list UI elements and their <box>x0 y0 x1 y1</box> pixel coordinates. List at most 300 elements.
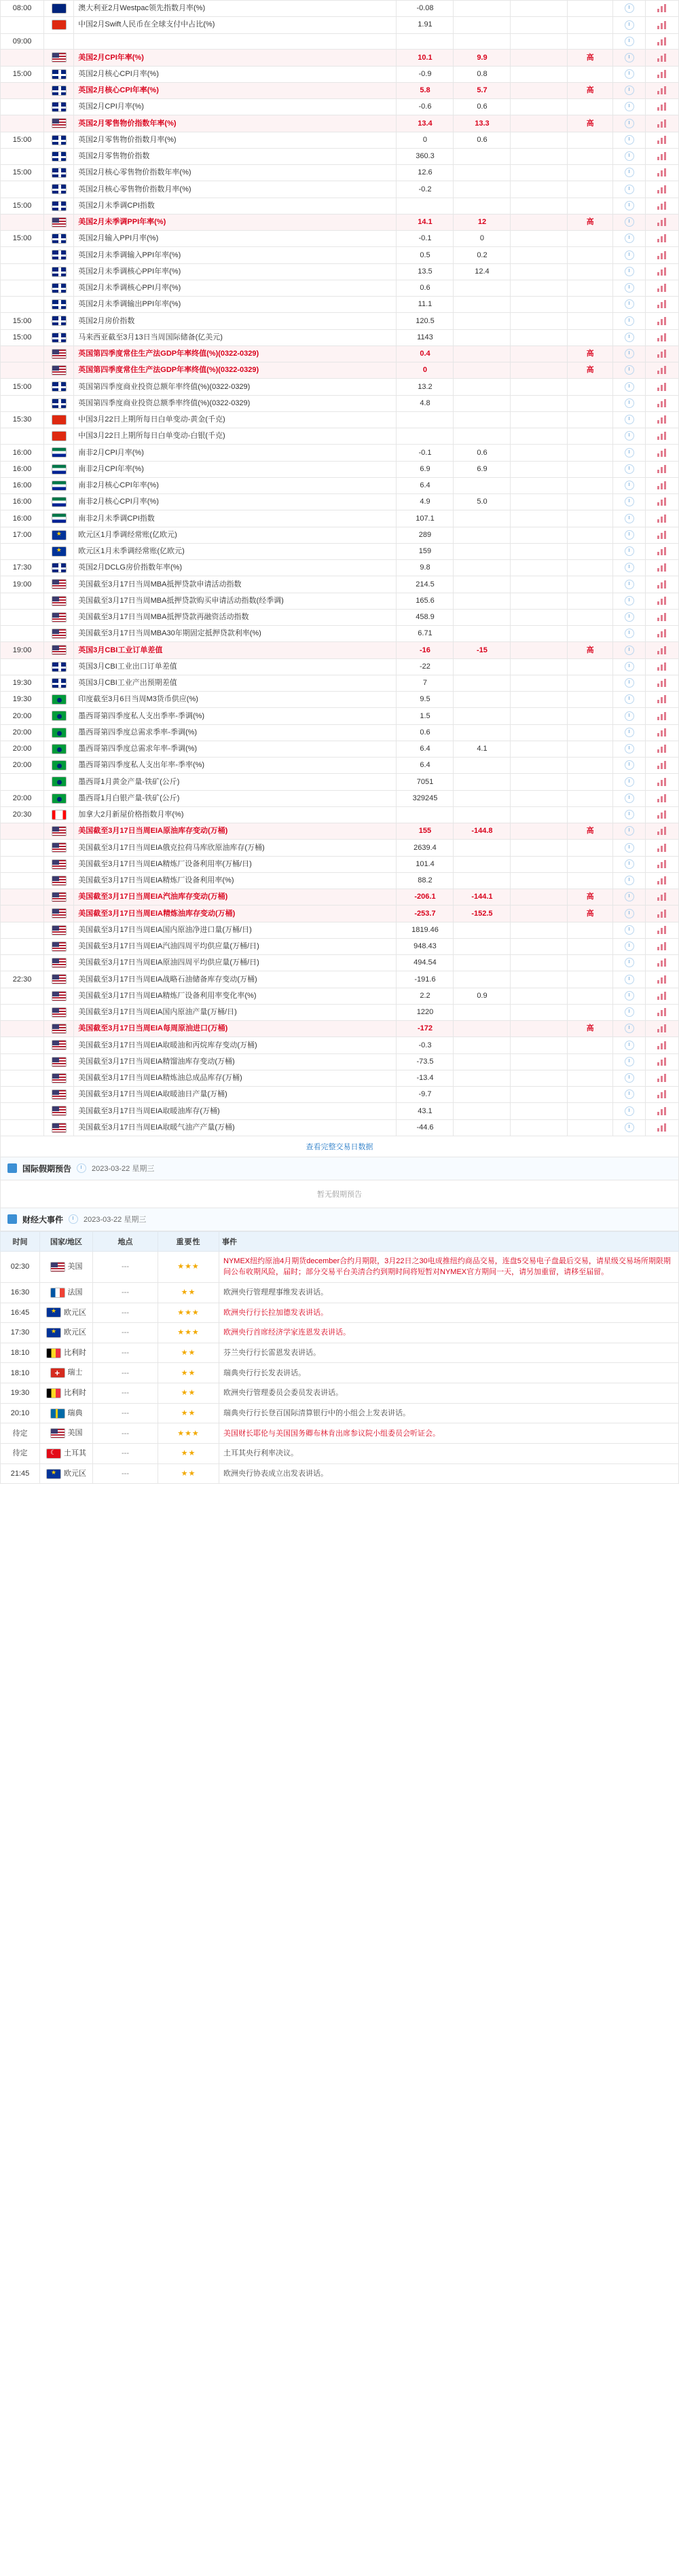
chart-icon[interactable] <box>646 494 679 510</box>
bar-chart-icon[interactable] <box>657 992 667 1000</box>
calendar-event-name[interactable]: 英国2月CPI月率(%) <box>74 99 397 115</box>
calendar-event-name[interactable]: 英国2月房价指数 <box>74 313 397 329</box>
bar-chart-icon[interactable] <box>657 1123 667 1132</box>
clock-icon[interactable] <box>625 744 634 753</box>
clock-icon[interactable] <box>625 69 634 79</box>
alarm-icon[interactable] <box>612 313 646 329</box>
alarm-icon[interactable] <box>612 494 646 510</box>
alarm-icon[interactable] <box>612 247 646 263</box>
alarm-icon[interactable] <box>612 1037 646 1053</box>
bar-chart-icon[interactable] <box>657 646 667 654</box>
chart-icon[interactable] <box>646 823 679 840</box>
bar-chart-icon[interactable] <box>657 1058 667 1066</box>
table-row[interactable] <box>1 774 679 790</box>
bar-chart-icon[interactable] <box>657 580 667 589</box>
bar-chart-icon[interactable] <box>657 1041 667 1049</box>
alarm-icon[interactable] <box>612 428 646 445</box>
chart-icon[interactable] <box>646 1087 679 1103</box>
chart-icon[interactable] <box>646 198 679 214</box>
bar-chart-icon[interactable] <box>657 910 667 918</box>
alarm-icon[interactable] <box>612 938 646 954</box>
calendar-event-name[interactable]: 英国第四季度商业投资总额季率终值(%)(0322-0329) <box>74 395 397 411</box>
chart-icon[interactable] <box>646 165 679 181</box>
clock-icon[interactable] <box>625 662 634 671</box>
chart-icon[interactable] <box>646 576 679 593</box>
clock-icon[interactable] <box>625 909 634 918</box>
bar-chart-icon[interactable] <box>657 21 667 29</box>
clock-icon[interactable] <box>625 135 634 145</box>
clock-icon[interactable] <box>625 481 634 490</box>
alarm-icon[interactable] <box>612 1087 646 1103</box>
bar-chart-icon[interactable] <box>657 778 667 786</box>
calendar-event-name[interactable]: 马来西亚截至3月13日当周国际储备(亿美元) <box>74 329 397 346</box>
chart-icon[interactable] <box>646 971 679 988</box>
calendar-event-name[interactable]: 美国截至3月17日当周EIA国内原油产量(万桶/日) <box>74 1004 397 1020</box>
bar-chart-icon[interactable] <box>657 745 667 753</box>
chart-icon[interactable] <box>646 889 679 906</box>
table-row[interactable] <box>1 445 679 461</box>
bar-chart-icon[interactable] <box>657 547 667 555</box>
calendar-event-name[interactable]: 中国3月22日上期所每日白单变动-白银(千克) <box>74 428 397 445</box>
table-row[interactable] <box>1 428 679 445</box>
table-row[interactable] <box>1 642 679 658</box>
alarm-icon[interactable] <box>612 33 646 50</box>
calendar-event-name[interactable]: 中国2月Swift人民币在全球支付中占比(%) <box>74 17 397 33</box>
bar-chart-icon[interactable] <box>657 415 667 424</box>
chart-icon[interactable] <box>646 411 679 428</box>
chart-icon[interactable] <box>646 132 679 148</box>
calendar-event-name[interactable]: 英国2月核心零售物价指数年率(%) <box>74 165 397 181</box>
chart-icon[interactable] <box>646 247 679 263</box>
calendar-event-name[interactable]: 英国2月零售物价指数月率(%) <box>74 132 397 148</box>
alarm-icon[interactable] <box>612 477 646 493</box>
alarm-icon[interactable] <box>612 626 646 642</box>
table-row[interactable] <box>1 758 679 774</box>
alarm-icon[interactable] <box>612 741 646 757</box>
clock-icon[interactable] <box>625 53 634 62</box>
calendar-event-name[interactable]: 英国2月核心CPI月率(%) <box>74 66 397 82</box>
chart-icon[interactable] <box>646 790 679 806</box>
table-row[interactable] <box>1 411 679 428</box>
alarm-icon[interactable] <box>612 609 646 625</box>
table-row[interactable] <box>1 132 679 148</box>
bar-chart-icon[interactable] <box>657 102 667 111</box>
bar-chart-icon[interactable] <box>657 728 667 736</box>
chart-icon[interactable] <box>646 395 679 411</box>
calendar-event-name[interactable]: 南非2月核心CPI年率(%) <box>74 477 397 493</box>
alarm-icon[interactable] <box>612 82 646 98</box>
table-row[interactable] <box>1 313 679 329</box>
table-row[interactable] <box>1 1 679 17</box>
alarm-icon[interactable] <box>612 560 646 576</box>
chart-icon[interactable] <box>646 329 679 346</box>
chart-icon[interactable] <box>646 840 679 856</box>
bar-chart-icon[interactable] <box>657 432 667 440</box>
chart-icon[interactable] <box>646 313 679 329</box>
table-row[interactable] <box>1 560 679 576</box>
bar-chart-icon[interactable] <box>657 844 667 852</box>
bar-chart-icon[interactable] <box>657 333 667 341</box>
bar-chart-icon[interactable] <box>657 695 667 703</box>
alarm-icon[interactable] <box>612 593 646 609</box>
alarm-icon[interactable] <box>612 692 646 708</box>
bar-chart-icon[interactable] <box>657 761 667 769</box>
clock-icon[interactable] <box>625 448 634 458</box>
table-row[interactable] <box>1 527 679 543</box>
bar-chart-icon[interactable] <box>657 185 667 193</box>
chart-icon[interactable] <box>646 692 679 708</box>
calendar-event-name[interactable]: 美国截至3月17日当周MBA抵押贷款购买申请活动指数(经季调) <box>74 593 397 609</box>
table-row[interactable] <box>1 1037 679 1053</box>
clock-icon[interactable] <box>625 217 634 227</box>
chart-icon[interactable] <box>646 724 679 741</box>
calendar-event-name[interactable] <box>74 33 397 50</box>
alarm-icon[interactable] <box>612 50 646 66</box>
bar-chart-icon[interactable] <box>657 679 667 687</box>
clock-icon[interactable] <box>625 398 634 408</box>
calendar-event-name[interactable]: 美国截至3月17日当周EIA精炼厂设备利用率变化率(%) <box>74 988 397 1004</box>
bar-chart-icon[interactable] <box>657 794 667 802</box>
alarm-icon[interactable] <box>612 395 646 411</box>
table-row[interactable] <box>1 1004 679 1020</box>
alarm-icon[interactable] <box>612 642 646 658</box>
bar-chart-icon[interactable] <box>657 136 667 144</box>
chart-icon[interactable] <box>646 17 679 33</box>
calendar-event-name[interactable]: 英国2月DCLG房价指数年率(%) <box>74 560 397 576</box>
calendar-event-name[interactable]: 美国截至3月17日当周EIA精馏油库存变动(万桶) <box>74 1053 397 1070</box>
bar-chart-icon[interactable] <box>657 942 667 950</box>
clock-icon[interactable] <box>625 431 634 441</box>
bar-chart-icon[interactable] <box>657 300 667 308</box>
bar-chart-icon[interactable] <box>657 613 667 621</box>
clock-icon[interactable] <box>625 546 634 556</box>
bar-chart-icon[interactable] <box>657 563 667 572</box>
clock-icon[interactable] <box>625 563 634 572</box>
calendar-event-name[interactable]: 南非2月未季调CPI指数 <box>74 510 397 527</box>
calendar-event-name[interactable]: 英国2月未季调输入PPI年率(%) <box>74 247 397 263</box>
calendar-event-name[interactable]: 欧元区1月未季调经常账(亿欧元) <box>74 543 397 559</box>
bar-chart-icon[interactable] <box>657 662 667 671</box>
alarm-icon[interactable] <box>612 280 646 296</box>
clock-icon[interactable] <box>625 102 634 111</box>
calendar-event-name[interactable]: 南非2月CPI月率(%) <box>74 445 397 461</box>
clock-icon[interactable] <box>625 810 634 819</box>
calendar-event-name[interactable]: 英国2月核心零售物价指数月率(%) <box>74 181 397 198</box>
calendar-event-name[interactable]: 美国截至3月17日当周MBA30年期固定抵押贷款利率(%) <box>74 626 397 642</box>
alarm-icon[interactable] <box>612 758 646 774</box>
alarm-icon[interactable] <box>612 165 646 181</box>
table-row[interactable] <box>1 609 679 625</box>
bar-chart-icon[interactable] <box>657 168 667 176</box>
calendar-event-name[interactable]: 美国截至3月17日当周EIA精炼油总成品库存(万桶) <box>74 1070 397 1086</box>
clock-icon[interactable] <box>625 694 634 704</box>
table-row[interactable] <box>1 329 679 346</box>
bar-chart-icon[interactable] <box>657 317 667 325</box>
calendar-event-name[interactable]: 美国截至3月17日当周MBA抵押贷款再融资活动指数 <box>74 609 397 625</box>
clock-icon[interactable] <box>625 185 634 194</box>
clock-icon[interactable] <box>625 3 634 13</box>
chart-icon[interactable] <box>646 1021 679 1037</box>
chart-icon[interactable] <box>646 906 679 922</box>
alarm-icon[interactable] <box>612 115 646 132</box>
alarm-icon[interactable] <box>612 1053 646 1070</box>
table-row[interactable] <box>1 938 679 954</box>
clock-icon[interactable] <box>625 925 634 935</box>
calendar-event-name[interactable]: 英国2月未季调输出PPI年率(%) <box>74 297 397 313</box>
bar-chart-icon[interactable] <box>657 531 667 539</box>
alarm-icon[interactable] <box>612 872 646 889</box>
bar-chart-icon[interactable] <box>657 481 667 489</box>
alarm-icon[interactable] <box>612 806 646 823</box>
chart-icon[interactable] <box>646 1053 679 1070</box>
calendar-event-name[interactable]: 墨西哥第四季度总需求季率-季调(%) <box>74 724 397 741</box>
chart-icon[interactable] <box>646 872 679 889</box>
clock-icon[interactable] <box>625 826 634 836</box>
table-row[interactable] <box>1 823 679 840</box>
clock-icon[interactable] <box>625 119 634 128</box>
bar-chart-icon[interactable] <box>657 860 667 868</box>
chart-icon[interactable] <box>646 428 679 445</box>
table-row[interactable] <box>1 658 679 675</box>
clock-icon[interactable] <box>625 1041 634 1050</box>
calendar-event-name[interactable]: 墨西哥第四季度私人支出季率-季调(%) <box>74 708 397 724</box>
table-row[interactable] <box>1 461 679 477</box>
calendar-event-name[interactable]: 美国截至3月17日当周EIA取暖油库存(万桶) <box>74 1103 397 1119</box>
clock-icon[interactable] <box>625 612 634 622</box>
bar-chart-icon[interactable] <box>657 218 667 226</box>
alarm-icon[interactable] <box>612 774 646 790</box>
alarm-icon[interactable] <box>612 790 646 806</box>
calendar-event-name[interactable]: 美国截至3月17日当周EIA精炼油库存变动(万桶) <box>74 906 397 922</box>
calendar-event-name[interactable]: 美国截至3月17日当周EIA国内原油净进口量(万桶/日) <box>74 922 397 938</box>
clock-icon[interactable] <box>625 1057 634 1066</box>
table-row[interactable] <box>1 115 679 132</box>
alarm-icon[interactable] <box>612 510 646 527</box>
table-row[interactable] <box>1 708 679 724</box>
table-row[interactable] <box>1 477 679 493</box>
calendar-event-name[interactable]: 美国截至3月17日当周EIA原油四周平均供应量(万桶/日) <box>74 955 397 971</box>
chart-icon[interactable] <box>646 231 679 247</box>
chart-icon[interactable] <box>646 922 679 938</box>
chart-icon[interactable] <box>646 477 679 493</box>
bar-chart-icon[interactable] <box>657 515 667 523</box>
alarm-icon[interactable] <box>612 527 646 543</box>
table-row[interactable] <box>1 922 679 938</box>
clock-icon[interactable] <box>625 267 634 276</box>
table-row[interactable] <box>1 790 679 806</box>
clock-icon[interactable] <box>625 843 634 853</box>
bar-chart-icon[interactable] <box>657 958 667 967</box>
table-row[interactable] <box>1 82 679 98</box>
bar-chart-icon[interactable] <box>657 1024 667 1032</box>
chart-icon[interactable] <box>646 297 679 313</box>
chart-icon[interactable] <box>646 99 679 115</box>
alarm-icon[interactable] <box>612 1070 646 1086</box>
calendar-event-name[interactable]: 美国截至3月17日当周EIA精炼厂设备利用率(万桶/日) <box>74 856 397 872</box>
calendar-event-name[interactable]: 英国2月未季调CPI指数 <box>74 198 397 214</box>
clock-icon[interactable] <box>625 794 634 803</box>
chart-icon[interactable] <box>646 758 679 774</box>
chart-icon[interactable] <box>646 955 679 971</box>
alarm-icon[interactable] <box>612 971 646 988</box>
chart-icon[interactable] <box>646 708 679 724</box>
clock-icon[interactable] <box>625 876 634 885</box>
alarm-icon[interactable] <box>612 329 646 346</box>
table-row[interactable] <box>1 99 679 115</box>
chart-icon[interactable] <box>646 626 679 642</box>
calendar-event-name[interactable]: 墨西哥1月黄金产量-铁矿(公斤) <box>74 774 397 790</box>
alarm-icon[interactable] <box>612 658 646 675</box>
clock-icon[interactable] <box>625 892 634 901</box>
bar-chart-icon[interactable] <box>657 926 667 934</box>
chart-icon[interactable] <box>646 1037 679 1053</box>
clock-icon[interactable] <box>625 234 634 243</box>
alarm-icon[interactable] <box>612 708 646 724</box>
clock-icon[interactable] <box>625 299 634 309</box>
alarm-icon[interactable] <box>612 362 646 379</box>
clock-icon[interactable] <box>625 941 634 951</box>
alarm-icon[interactable] <box>612 856 646 872</box>
calendar-event-name[interactable]: 美国截至3月17日当周EIA取暖油日产量(万桶) <box>74 1087 397 1103</box>
clock-icon[interactable] <box>625 1024 634 1033</box>
chart-icon[interactable] <box>646 346 679 362</box>
alarm-icon[interactable] <box>612 576 646 593</box>
clock-icon[interactable] <box>625 1007 634 1017</box>
bar-chart-icon[interactable] <box>657 597 667 605</box>
bar-chart-icon[interactable] <box>657 1107 667 1115</box>
bar-chart-icon[interactable] <box>657 498 667 506</box>
bar-chart-icon[interactable] <box>657 70 667 78</box>
alarm-icon[interactable] <box>612 889 646 906</box>
alarm-icon[interactable] <box>612 263 646 280</box>
table-row[interactable] <box>1 165 679 181</box>
table-row[interactable] <box>1 297 679 313</box>
event-row[interactable] <box>1 1323 679 1343</box>
bar-chart-icon[interactable] <box>657 876 667 884</box>
clock-icon[interactable] <box>625 859 634 869</box>
alarm-icon[interactable] <box>612 1004 646 1020</box>
alarm-icon[interactable] <box>612 297 646 313</box>
bar-chart-icon[interactable] <box>657 86 667 94</box>
table-row[interactable] <box>1 1021 679 1037</box>
clock-icon[interactable] <box>625 20 634 30</box>
chart-icon[interactable] <box>646 33 679 50</box>
table-row[interactable] <box>1 1103 679 1119</box>
chart-icon[interactable] <box>646 806 679 823</box>
clock-icon[interactable] <box>625 991 634 1001</box>
calendar-event-name[interactable]: 美国截至3月17日当周EIA原油库存变动(万桶) <box>74 823 397 840</box>
table-row[interactable] <box>1 280 679 296</box>
bar-chart-icon[interactable] <box>657 366 667 374</box>
calendar-event-name[interactable]: 美国2月CPI年率(%) <box>74 50 397 66</box>
chart-icon[interactable] <box>646 66 679 82</box>
clock-icon[interactable] <box>625 1089 634 1099</box>
alarm-icon[interactable] <box>612 346 646 362</box>
calendar-event-name[interactable]: 美国截至3月17日当周EIA汽油四周平均供应量(万桶/日) <box>74 938 397 954</box>
table-row[interactable] <box>1 955 679 971</box>
clock-icon[interactable] <box>625 530 634 540</box>
bar-chart-icon[interactable] <box>657 893 667 901</box>
bar-chart-icon[interactable] <box>657 712 667 720</box>
clock-icon[interactable] <box>625 333 634 342</box>
clock-icon[interactable] <box>625 201 634 210</box>
calendar-event-name[interactable]: 美国截至3月17日当周EIA精炼厂设备利用率(%) <box>74 872 397 889</box>
table-row[interactable] <box>1 692 679 708</box>
chart-icon[interactable] <box>646 1119 679 1136</box>
bar-chart-icon[interactable] <box>657 1074 667 1082</box>
table-row[interactable] <box>1 181 679 198</box>
table-row[interactable] <box>1 1087 679 1103</box>
chart-icon[interactable] <box>646 1103 679 1119</box>
bar-chart-icon[interactable] <box>657 267 667 276</box>
bar-chart-icon[interactable] <box>657 234 667 242</box>
calendar-event-name[interactable]: 印度截至3月6日当周M3货币供应(%) <box>74 692 397 708</box>
table-row[interactable] <box>1 362 679 379</box>
bar-chart-icon[interactable] <box>657 827 667 835</box>
calendar-event-name[interactable]: 澳大利亚2月Westpac领先指数月率(%) <box>74 1 397 17</box>
clock-icon[interactable] <box>625 777 634 787</box>
calendar-event-name[interactable]: 英国第四季度商业投资总额年率终值(%)(0322-0329) <box>74 379 397 395</box>
bar-chart-icon[interactable] <box>657 251 667 259</box>
calendar-event-name[interactable]: 英国2月输入PPI月率(%) <box>74 231 397 247</box>
chart-icon[interactable] <box>646 362 679 379</box>
clock-icon[interactable] <box>625 382 634 392</box>
table-row[interactable] <box>1 263 679 280</box>
bar-chart-icon[interactable] <box>657 54 667 62</box>
alarm-icon[interactable] <box>612 379 646 395</box>
bar-chart-icon[interactable] <box>657 1008 667 1016</box>
table-row[interactable] <box>1 50 679 66</box>
alarm-icon[interactable] <box>612 445 646 461</box>
alarm-icon[interactable] <box>612 132 646 148</box>
calendar-event-name[interactable]: 墨西哥第四季度总需求年率-季调(%) <box>74 741 397 757</box>
table-row[interactable] <box>1 856 679 872</box>
alarm-icon[interactable] <box>612 198 646 214</box>
view-full-data-link[interactable]: 查看完整交易日数据 <box>0 1136 679 1157</box>
table-row[interactable] <box>1 806 679 823</box>
chart-icon[interactable] <box>646 938 679 954</box>
bar-chart-icon[interactable] <box>657 202 667 210</box>
table-row[interactable] <box>1 593 679 609</box>
clock-icon[interactable] <box>625 316 634 326</box>
calendar-event-name[interactable]: 英国2月未季调核心PPI年率(%) <box>74 263 397 280</box>
bar-chart-icon[interactable] <box>657 465 667 473</box>
bar-chart-icon[interactable] <box>657 37 667 45</box>
bar-chart-icon[interactable] <box>657 119 667 128</box>
clock-icon[interactable] <box>625 168 634 177</box>
clock-icon[interactable] <box>625 349 634 358</box>
table-row[interactable] <box>1 626 679 642</box>
table-row[interactable] <box>1 1053 679 1070</box>
alarm-icon[interactable] <box>612 1 646 17</box>
clock-icon[interactable] <box>625 86 634 95</box>
chart-icon[interactable] <box>646 461 679 477</box>
event-row[interactable] <box>1 1282 679 1303</box>
chart-icon[interactable] <box>646 675 679 691</box>
table-row[interactable] <box>1 576 679 593</box>
bar-chart-icon[interactable] <box>657 629 667 637</box>
chart-icon[interactable] <box>646 280 679 296</box>
clock-icon[interactable] <box>625 1106 634 1116</box>
calendar-event-name[interactable]: 英国3月CBI工业产出预期差值 <box>74 675 397 691</box>
table-row[interactable] <box>1 379 679 395</box>
alarm-icon[interactable] <box>612 922 646 938</box>
alarm-icon[interactable] <box>612 988 646 1004</box>
chart-icon[interactable] <box>646 510 679 527</box>
alarm-icon[interactable] <box>612 17 646 33</box>
chart-icon[interactable] <box>646 82 679 98</box>
clock-icon[interactable] <box>625 283 634 293</box>
